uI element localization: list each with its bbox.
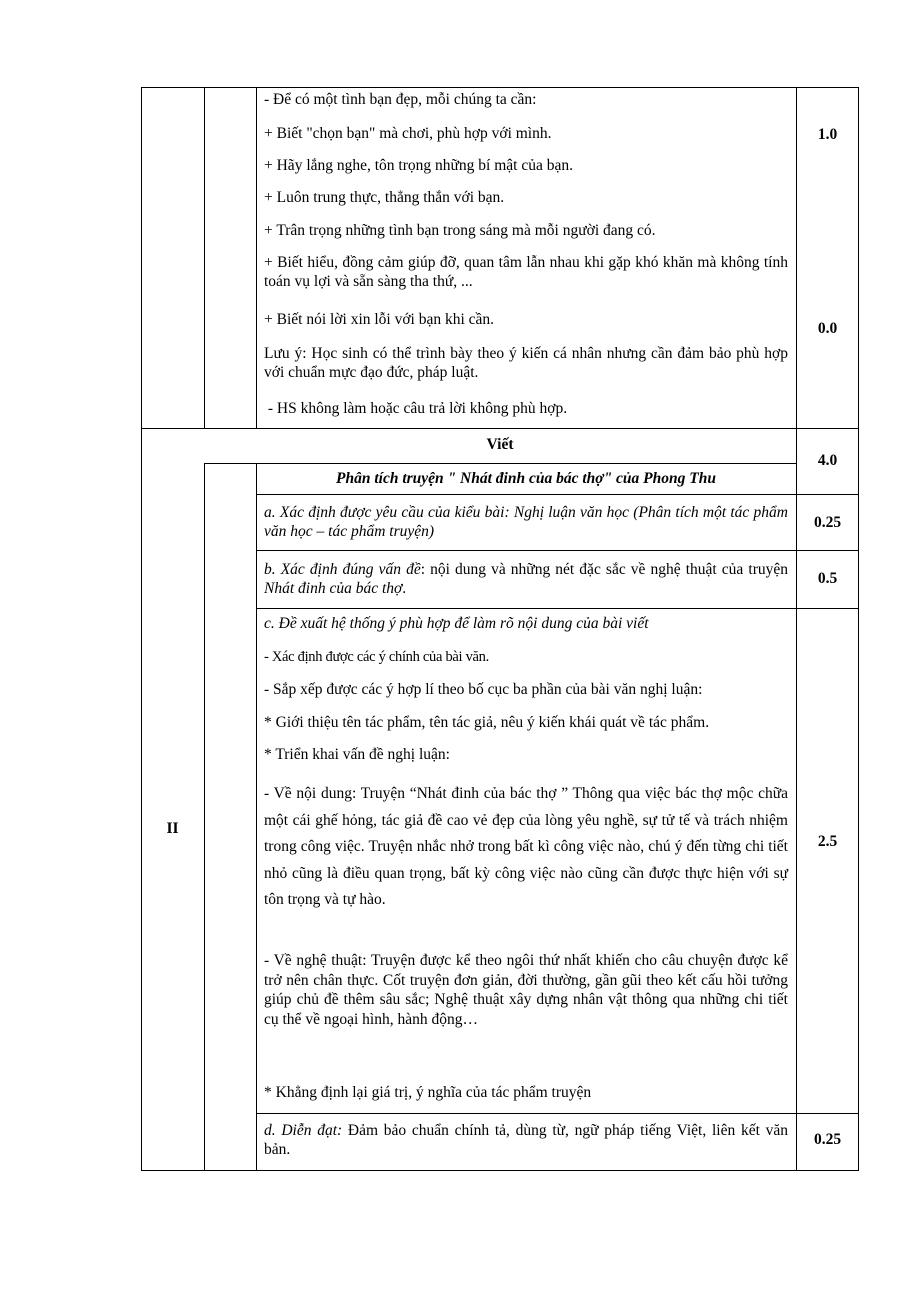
criterion-c-line: - Xác định được các ý chính của bài văn.	[264, 649, 489, 665]
section1-line: - Để có một tình bạn đẹp, mỗi chúng ta cần:	[264, 91, 537, 108]
criterion-d-score: 0.25	[813, 1131, 842, 1148]
criterion-d-text: Đảm bảo chuẩn chính tả, dùng từ, ngữ pháp tiếng Việt, liên kết văn bản.	[264, 1122, 788, 1158]
section1-note: Lưu ý: Học sinh có thể trình bày theo ý kiến cá nhân nhưng cần đảm bảo phù hợp với chuẩn mực đạo đức, pháp luật.	[264, 345, 788, 381]
criterion-b	[264, 560, 788, 598]
criterion-c-art: - Về nghệ thuật: Truyện được kể theo ngôi thứ nhất khiến cho câu chuyện được kể trở nên chân thực. Cốt truyện đơn giản, đời thường, gần gũi theo kết cấu hồi tưởng giúp chủ đề thêm sâu sắc; Nghệ thuật xây dựng nhân vật thông qua những chi tiết cụ thể về ngoại hình, hành động…	[264, 952, 788, 1028]
criterion-d-label: d. Diễn đạt:	[264, 1122, 343, 1139]
criterion-b-score: 0.5	[817, 570, 838, 587]
section1-line: + Trân trọng những tình bạn trong sáng mà mỗi người đang có.	[264, 222, 656, 239]
criterion-b-text: : nội dung và những nét đặc sắc về nghệ thuật của truyện	[420, 561, 788, 578]
criterion-a-score: 0.25	[813, 514, 842, 531]
criterion-c-line: * Giới thiệu tên tác phẩm, tên tác giả, nêu ý kiến khái quát về tác phẩm.	[264, 714, 710, 731]
section1-score-1: 1.0	[817, 126, 838, 143]
criterion-b-work: Nhát đinh của bác thợ	[264, 580, 403, 597]
section-heading: Viết	[486, 436, 514, 453]
section1-line: + Biết nói lời xin lỗi với bạn khi cần.	[264, 311, 495, 328]
criterion-c-line: - Sắp xếp được các ý hợp lí theo bố cục ba phần của bài văn nghị luận:	[264, 681, 703, 698]
section1-line: + Biết hiểu, đồng cảm giúp đỡ, quan tâm lẫn nhau khi gặp khó khăn mà không tính toán vụ lợi và sẵn sàng tha thứ, ...	[264, 254, 788, 290]
criterion-c-score: 2.5	[817, 833, 838, 850]
criterion-a: a. Xác định được yêu cầu của kiểu bài: Nghị luận văn học (Phân tích một tác phẩm văn học – tác phẩm truyện)	[264, 504, 788, 540]
section1-line: + Biết "chọn bạn" mà chơi, phù hợp với mình.	[264, 125, 552, 142]
section-number: II	[166, 820, 179, 837]
section1-line: + Hãy lắng nghe, tôn trọng những bí mật của bạn.	[264, 157, 573, 174]
criterion-c-line: * Triển khai vấn đề nghị luận:	[264, 746, 450, 763]
section1-line: - HS không làm hoặc câu trả lời không phù hợp.	[264, 400, 568, 417]
criterion-b-end: .	[402, 580, 407, 597]
essay-topic: Phân tích truyện " Nhát đinh của bác thợ" của Phong Thu	[336, 470, 716, 487]
section-heading-score: 4.0	[817, 452, 838, 469]
section1-line: + Luôn trung thực, thẳng thắn với bạn.	[264, 189, 505, 206]
section1-score-2: 0.0	[817, 320, 838, 337]
criterion-b-label: b. Xác định đúng vấn đề	[264, 561, 421, 578]
criterion-c-heading: c. Đề xuất hệ thống ý phù hợp để làm rõ nội dung của bài viết	[264, 615, 649, 632]
criterion-d	[264, 1121, 788, 1159]
criterion-c-content: - Về nội dung: Truyện “Nhát đinh của bác thợ ” Thông qua việc bác thợ mộc chữa một cái ghế hỏng, tác giả đề cao vẻ đẹp của lòng yêu nghề, sự tử tế và trách nhiệm trong công việc. Truyện nhắc nhở trong bất kì công việc nào, chú ý đến từng chi tiết nhỏ cũng là điều quan trọng, bất kỳ công việc nào cũng cần được thực hiện với sự tôn trọng và tự hào.	[264, 785, 788, 908]
criterion-c-line: * Khẳng định lại giá trị, ý nghĩa của tác phẩm truyện	[264, 1084, 592, 1101]
